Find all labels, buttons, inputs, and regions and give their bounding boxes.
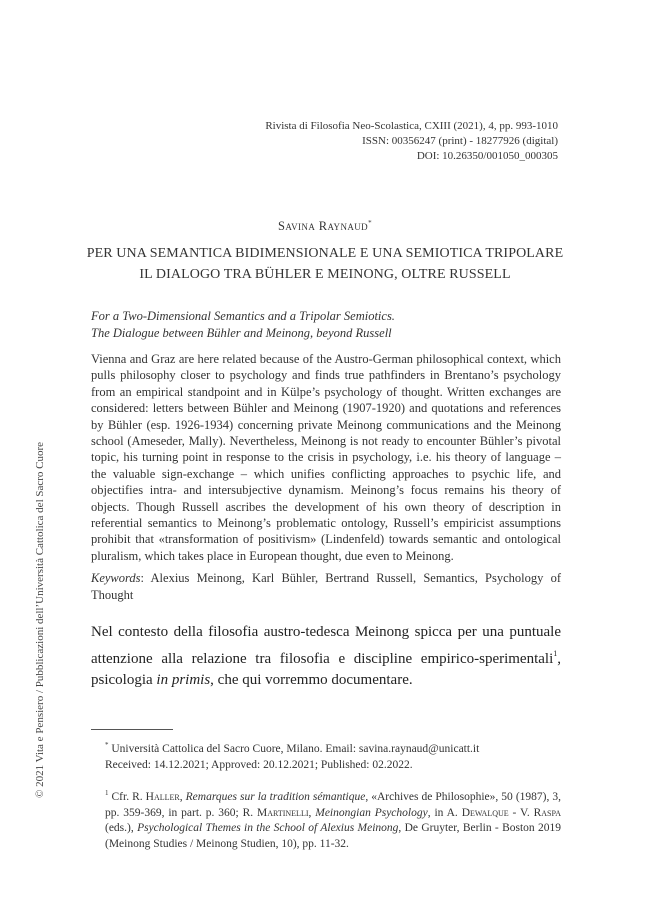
fn1-title-1: Remarques sur la tradition sémantique: [185, 791, 366, 803]
english-title: [91, 308, 561, 342]
footnote-author: [91, 738, 561, 773]
keywords-text: : Alexius Meinong, Karl Bühler, Bertrand Russell, Semantics, Psychology of Thought: [91, 571, 561, 602]
footnote-1-mark: 1: [105, 789, 109, 797]
body-text-italic: in primis: [156, 672, 211, 688]
journal-issn: ISSN: 00356247 (print) - 18277926 (digital): [362, 135, 558, 147]
keywords-label: Keywords: [91, 571, 141, 585]
footnote-author-affiliation: Università Cattolica del Sacro Cuore, Milano. Email: savina.raynaud@unicatt.it: [108, 743, 480, 755]
author-footnote-mark: *: [368, 219, 372, 227]
fn1-title-3: Psychological Themes in the School of Alexius Meinong: [137, 822, 399, 834]
body-text-part-3: , che qui vorremmo documentare.: [210, 672, 413, 688]
journal-doi: DOI: 10.26350/001050_000305: [416, 150, 558, 162]
english-title-line-2: The Dialogue between Bühler and Meinong, beyond Russell: [91, 326, 392, 340]
footnote-1: [91, 786, 561, 852]
article-title: [60, 243, 590, 285]
article-title-line-2: IL DIALOGO TRA BÜHLER E MEINONG, OLTRE RUSSELL: [139, 267, 511, 282]
footnote-ref-1[interactable]: 1: [553, 649, 558, 658]
body-text-part-2: , psicologia: [91, 651, 561, 688]
footnotes: [91, 738, 561, 852]
fn1-author-raspa: Raspa: [533, 806, 561, 819]
fn1-text-3: , «Archives de Philosophie», 50 (1987), 3, pp. 359-369, in part. p. 360; R.: [105, 791, 561, 819]
journal-header: [178, 119, 558, 164]
footnote-author-line-1: [91, 738, 561, 758]
abstract: Vienna and Graz are here related because of the Austro-German philosophical context, which pulls philosophy closer to psychology and finds true pathfinders in Brentano’s psychology from an empirical standpoint and in Külpe’s psychology of thought. Written exchanges are considered: letters between Bühler and Meinong (1907-1920) and quotations and references by Bühler (esp. 1926-1934) concerning private Meinong communications and the Meinong school (Ameseder, Mally). Nevertheless, Meinong is not ready to encounter Bühler’s pivotal topic, his turning point in response to the crisis in psychology, i.e. his theory of language – the valuable sign-exchange – which unifies conflicting approaches to psychic life, and objectifies intra- and intersubjective dynamism. Meinong’s focus remains his theory of objects. Though Russell ascribes the development of his own theory of description in referential semantics to Meinong’s problematic ontology, Russell’s empiricist assumptions prohibit that «transformation of positivism» (Lindenfeld) towards semantic and ontological pluralism, which takes place in European thought, due even to Meinong.: [91, 352, 561, 563]
fn1-author-haller: Haller: [145, 791, 180, 803]
fn1-text-2: ,: [179, 791, 186, 803]
fn1-author-dewalque: Dewalque: [461, 806, 509, 819]
english-title-line-1: For a Two-Dimensional Semantics and a Tripolar Semiotics.: [91, 309, 395, 323]
fn1-text-6: - V.: [508, 806, 534, 819]
fn1-text-4: ,: [308, 806, 316, 819]
author-name-text: Savina Raynaud: [278, 219, 369, 233]
footnote-rule: [91, 729, 173, 730]
author-name: [0, 219, 650, 234]
body-paragraph: [91, 622, 561, 691]
fn1-text-5: , in A.: [427, 806, 462, 819]
fn1-author-martinelli: Martinelli: [256, 806, 309, 819]
copyright-side-note: © 2021 Vita e Pensiero / Pubblicazioni dell’Università Cattolica del Sacro Cuore: [34, 441, 46, 798]
journal-citation: Rivista di Filosofia Neo-Scolastica, CXIII (2021), 4, pp. 993-1010: [265, 120, 558, 132]
article-title-line-1: PER UNA SEMANTICA BIDIMENSIONALE E UNA SEMIOTICA TRIPOLARE: [86, 246, 564, 261]
fn1-title-2: Meinongian Psychology: [315, 806, 428, 819]
fn1-text-1: Cfr. R.: [108, 791, 146, 803]
keywords: [91, 570, 561, 603]
fn1-text-7: (eds.),: [105, 822, 138, 834]
fn1-text-8: , De Gruyter, Berlin - Boston 2019 (Meinong Studies / Meinong Studien, 10), pp. 11-32.: [105, 822, 561, 850]
footnote-author-mark: *: [105, 741, 109, 749]
footnote-author-dates: Received: 14.12.2021; Approved: 20.12.2021; Published: 02.2022.: [105, 758, 413, 771]
body-text-part-1: Nel contesto della filosofia austro-tedesca Meinong spicca per una puntuale attenzione alla relazione tra filosofia e discipline empirico-sperimentali: [91, 624, 561, 667]
